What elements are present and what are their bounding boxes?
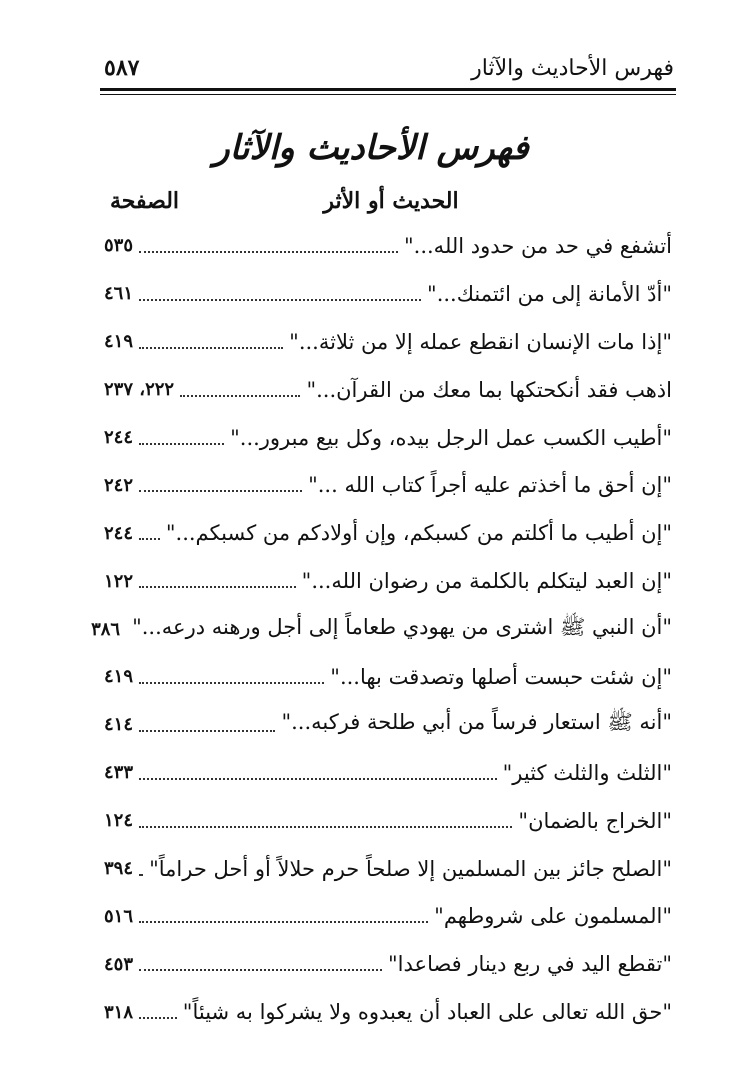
index-entry — [104, 461, 672, 509]
entry-text: "أن النبي ﷺ اشترى من يهودي طعاماً إلى أجل ورهنه درعه..." — [132, 614, 672, 639]
index-entry — [104, 318, 672, 366]
entry-page-number: ١٢٤ — [104, 810, 134, 832]
entry-text: أتشفع في حد من حدود الله..." — [404, 233, 672, 258]
leader-dots — [139, 490, 302, 492]
entry-page-number: ٢٢٢، ٢٣٧ — [104, 379, 175, 401]
entry-text: "المسلمون على شروطهم" — [434, 904, 672, 929]
header-rule-thin — [100, 94, 676, 95]
entry-page-number: ٤٥٣ — [104, 953, 134, 975]
leader-dots — [139, 299, 421, 301]
entry-text: "الصلح جائز بين المسلمين إلا صلحاً حرم حلالاً أو أحل حراماً" — [149, 856, 672, 881]
index-entry — [104, 940, 672, 988]
entry-page-number: ٢٤٤ — [104, 427, 134, 448]
column-headers — [110, 188, 672, 222]
entry-page-number: ٤٦١ — [104, 283, 134, 305]
entry-page-number: ٣٩٤ — [104, 858, 134, 880]
leader-dots — [139, 538, 160, 540]
entry-page-number: ٣١٨ — [104, 1001, 134, 1023]
index-title: فهرس الأحاديث والآثار — [213, 128, 529, 168]
index-entry — [104, 509, 672, 557]
leader-dots — [139, 251, 398, 253]
index-entry — [104, 845, 672, 893]
entry-page-number: ٥١٦ — [104, 905, 134, 927]
index-entry — [104, 892, 672, 940]
entry-text: "إن أطيب ما أكلتم من كسبكم، وإن أولادكم من كسبكم..." — [165, 521, 672, 546]
index-entry — [104, 366, 672, 414]
leader-dots — [139, 778, 497, 780]
index-entry — [104, 797, 672, 845]
entry-text: "إن أحق ما أخذتم عليه أجراً كتاب الله ..." — [308, 473, 672, 498]
leader-dots — [139, 969, 382, 971]
running-title: فهرس الأحاديث والآثار — [471, 55, 674, 81]
entry-text: "تقطع اليد في ربع دينار فصاعدا" — [388, 952, 672, 977]
entry-text: "الثلث والثلث كثير" — [502, 760, 672, 785]
entry-page-number: ٤١٩ — [104, 331, 134, 353]
leader-dots — [139, 921, 428, 923]
entry-text: "أنه ﷺ استعار فرساً من أبي طلحة فركبه..." — [281, 710, 672, 735]
index-entry — [104, 749, 672, 797]
column-header-hadith: الحديث أو الأثر — [323, 188, 459, 214]
entry-page-number: ٥٣٥ — [104, 235, 134, 257]
leader-dots — [139, 730, 275, 732]
running-header — [104, 50, 674, 86]
index-entry — [104, 557, 672, 605]
entry-text: "الخراج بالضمان" — [518, 808, 672, 833]
index-entry — [104, 653, 672, 701]
entry-text: اذهب فقد أنكحتكها بما معك من القرآن..." — [306, 377, 672, 402]
entry-text: "أدّ الأمانة إلى من ائتمنك..." — [427, 281, 672, 306]
leader-dots — [139, 682, 324, 684]
entry-text: "حق الله تعالى على العباد أن يعبدوه ولا يشركوا به شيئاً" — [182, 1000, 672, 1025]
page-number: ٥٨٧ — [104, 55, 140, 81]
leader-dots — [139, 586, 296, 588]
entry-page-number: ٤١٩ — [104, 666, 134, 688]
leader-dots — [139, 443, 224, 445]
index-entry — [104, 701, 672, 749]
entry-page-number: ٤١٤ — [104, 714, 134, 736]
entry-text: "أطيب الكسب عمل الرجل بيده، وكل بيع مبرور..." — [230, 425, 672, 450]
entry-text: "إذا مات الإنسان انقطع عمله إلا من ثلاثة..." — [289, 329, 672, 354]
header-rule-thick — [100, 88, 676, 91]
entry-page-number: ٣٨٦ — [91, 618, 121, 640]
leader-dots — [139, 347, 283, 349]
entry-page-number: ٢٤٢ — [104, 474, 134, 496]
leader-dots — [139, 826, 512, 828]
index-entry — [104, 414, 672, 462]
leader-dots — [139, 1017, 177, 1019]
entry-text: "إن شئت حبست أصلها وتصدقت بها..." — [330, 664, 672, 689]
index-entry — [104, 988, 672, 1036]
entry-text: "إن العبد ليتكلم بالكلمة من رضوان الله..." — [301, 569, 672, 594]
leader-dots — [139, 874, 143, 876]
entry-page-number: ٤٣٣ — [104, 762, 134, 784]
leader-dots — [180, 395, 300, 397]
index-entry — [104, 270, 672, 318]
index-entries — [91, 222, 672, 1036]
index-entry — [104, 222, 672, 270]
entry-page-number: ١٢٢ — [104, 570, 134, 592]
entry-page-number: ٢٤٤ — [104, 522, 134, 544]
index-entry — [91, 605, 672, 653]
column-header-page: الصفحة — [110, 188, 180, 214]
